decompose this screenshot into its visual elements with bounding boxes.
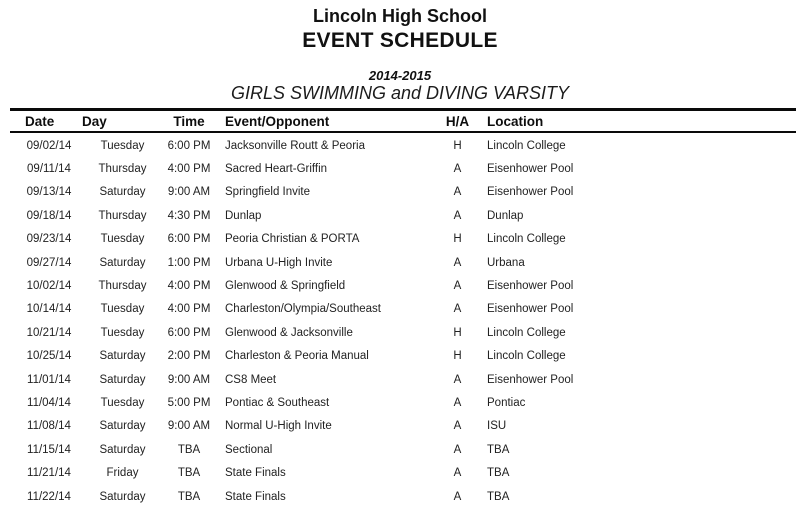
cell-location: Urbana — [487, 256, 525, 269]
cell-event: Normal U-High Invite — [225, 420, 332, 433]
cell-date: 09/02/14 — [26, 139, 72, 152]
column-header-location: Location — [487, 113, 544, 129]
cell-day: Friday — [106, 467, 139, 480]
cell-event: Pontiac & Southeast — [225, 396, 330, 409]
table-row — [10, 368, 796, 391]
cell-ha: A — [453, 209, 462, 222]
cell-date: 11/15/14 — [27, 443, 71, 456]
cell-time: 1:00 PM — [167, 256, 211, 269]
cell-day: Saturday — [99, 350, 146, 363]
cell-event: CS8 Meet — [225, 373, 277, 386]
cell-day: Saturday — [99, 373, 146, 386]
cell-ha: A — [453, 443, 462, 456]
cell-day: Saturday — [99, 443, 146, 456]
cell-location: TBA — [487, 467, 510, 480]
cell-location: TBA — [487, 490, 510, 503]
cell-event: Dunlap — [225, 209, 262, 222]
season-years: 2014-2015 — [368, 68, 432, 83]
schedule-rows — [10, 134, 796, 508]
cell-ha: A — [453, 373, 462, 386]
table-row — [10, 438, 796, 461]
column-header-date: Date — [25, 113, 55, 129]
table-row — [10, 415, 796, 438]
cell-date: 11/08/14 — [27, 420, 71, 433]
cell-time: TBA — [177, 467, 201, 480]
cell-location: Lincoln College — [487, 233, 566, 246]
cell-event: State Finals — [225, 490, 286, 503]
cell-time: 4:00 PM — [167, 280, 211, 293]
cell-event: Sacred Heart-Griffin — [225, 163, 328, 176]
cell-date: 11/01/14 — [27, 373, 71, 386]
cell-date: 09/18/14 — [26, 209, 72, 222]
cell-time: 9:00 AM — [167, 373, 211, 386]
cell-ha: H — [453, 326, 462, 339]
cell-event: Jacksonville Routt & Peoria — [225, 139, 365, 152]
cell-location: Eisenhower Pool — [487, 373, 574, 386]
cell-event: Sectional — [225, 443, 273, 456]
cell-ha: H — [453, 139, 462, 152]
cell-date: 09/23/14 — [26, 233, 72, 246]
cell-date: 10/14/14 — [26, 303, 72, 316]
cell-date: 09/27/14 — [26, 256, 72, 269]
table-row — [10, 274, 796, 297]
cell-day: Tuesday — [100, 139, 145, 152]
cell-location: Lincoln College — [487, 139, 566, 152]
cell-time: 5:00 PM — [167, 396, 211, 409]
cell-time: 6:00 PM — [167, 233, 211, 246]
cell-location: Eisenhower Pool — [487, 303, 574, 316]
table-row — [10, 181, 796, 204]
table-row — [10, 251, 796, 274]
cell-time: 4:00 PM — [167, 303, 211, 316]
cell-day: Tuesday — [100, 303, 145, 316]
cell-location: TBA — [487, 443, 510, 456]
cell-ha: A — [453, 490, 462, 503]
table-row — [10, 157, 796, 180]
table-row — [10, 485, 796, 508]
cell-date: 11/04/14 — [27, 396, 71, 409]
cell-day: Thursday — [98, 163, 147, 176]
cell-event: Peoria Christian & PORTA — [225, 233, 360, 246]
cell-date: 11/22/14 — [27, 490, 71, 503]
header-rule-bottom — [10, 131, 796, 133]
cell-location: Eisenhower Pool — [487, 163, 574, 176]
cell-time: 4:00 PM — [167, 163, 211, 176]
cell-event: Charleston/Olympia/Southeast — [225, 303, 381, 316]
cell-event: Glenwood & Jacksonville — [225, 326, 353, 339]
table-row — [10, 391, 796, 414]
cell-time: 9:00 AM — [167, 186, 211, 199]
cell-time: 2:00 PM — [167, 350, 211, 363]
cell-day: Thursday — [98, 280, 147, 293]
table-row — [10, 321, 796, 344]
cell-day: Thursday — [98, 209, 147, 222]
cell-time: TBA — [177, 443, 201, 456]
cell-day: Saturday — [99, 186, 146, 199]
cell-date: 10/21/14 — [26, 326, 72, 339]
column-header-time: Time — [173, 113, 205, 129]
cell-location: Eisenhower Pool — [487, 186, 574, 199]
document-title: EVENT SCHEDULE — [302, 29, 498, 52]
cell-ha: H — [453, 350, 462, 363]
cell-location: ISU — [487, 420, 507, 433]
school-name: Lincoln High School — [313, 6, 487, 26]
table-row — [10, 134, 796, 157]
cell-event: Springfield Invite — [225, 186, 311, 199]
table-row — [10, 204, 796, 227]
cell-time: 6:00 PM — [167, 326, 211, 339]
cell-location: Dunlap — [487, 209, 524, 222]
cell-ha: A — [453, 280, 462, 293]
cell-ha: A — [453, 186, 462, 199]
cell-ha: A — [453, 420, 462, 433]
team-subtitle: GIRLS SWIMMING and DIVING VARSITY — [230, 83, 570, 103]
cell-location: Pontiac — [487, 396, 526, 409]
cell-location: Lincoln College — [487, 350, 566, 363]
column-header-day: Day — [82, 113, 107, 129]
cell-day: Tuesday — [100, 396, 145, 409]
cell-time: 9:00 AM — [167, 420, 211, 433]
cell-day: Saturday — [99, 420, 146, 433]
cell-ha: A — [453, 467, 462, 480]
column-header-ha: H/A — [445, 113, 470, 129]
cell-day: Saturday — [99, 256, 146, 269]
cell-ha: A — [453, 396, 462, 409]
cell-date: 11/21/14 — [27, 467, 71, 480]
cell-time: TBA — [177, 490, 201, 503]
cell-ha: A — [453, 256, 462, 269]
cell-ha: A — [453, 163, 462, 176]
cell-event: Charleston & Peoria Manual — [225, 350, 369, 363]
cell-date: 09/11/14 — [27, 163, 71, 176]
cell-time: 6:00 PM — [167, 139, 211, 152]
cell-day: Saturday — [99, 490, 146, 503]
cell-date: 09/13/14 — [26, 186, 72, 199]
cell-date: 10/25/14 — [26, 350, 72, 363]
cell-event: State Finals — [225, 467, 286, 480]
cell-day: Tuesday — [100, 326, 145, 339]
cell-ha: H — [453, 233, 462, 246]
table-row — [10, 298, 796, 321]
cell-ha: A — [453, 303, 462, 316]
column-header-event: Event/Opponent — [225, 113, 330, 129]
cell-date: 10/02/14 — [26, 280, 72, 293]
table-row — [10, 461, 796, 484]
cell-event: Glenwood & Springfield — [225, 280, 346, 293]
cell-time: 4:30 PM — [167, 209, 211, 222]
table-row — [10, 228, 796, 251]
table-row — [10, 345, 796, 368]
cell-event: Urbana U-High Invite — [225, 256, 333, 269]
cell-location: Eisenhower Pool — [487, 280, 574, 293]
table-header-row — [10, 111, 796, 131]
cell-day: Tuesday — [100, 233, 145, 246]
cell-location: Lincoln College — [487, 326, 566, 339]
